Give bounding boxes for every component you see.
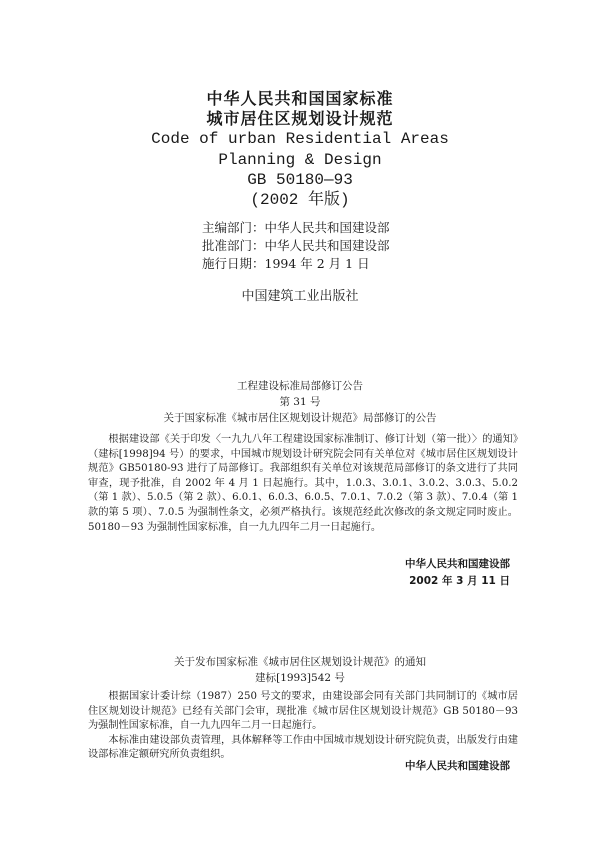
notice2-para-1: 根据国家计委计综（1987）250 号文的要求，由建设部会同有关部门共同制订的《城市居住区规划设计规范》已经有关部门会审，现批准《城市居住区规划设计规范》GB 50180－93 为强制性国家标准，自一九九四年二月一日起施行。 [88, 691, 518, 732]
notice1-number: 第 31 号 [279, 396, 321, 408]
notice1-heading: 工程建设标准局部修订公告 [237, 380, 363, 392]
notice1-body-text: 根据建设部《关于印发〈一九九八年工程建设国家标准制订、修订计划（第一批）〉的通知》（建标[1998]94 号）的要求，中国城市规划设计研究院会同有关单位对《城市居住区规划设计规范》GB50180-93 进行了局部修订。我部组织有关单位对该规范局部修订的条文进行了共同审查，现予批准，自 2002 年 4 月 1 日起施行。其中，1.0.3、3.0.1、3.0.2、3.0.3、5.0.2（第 1 款）、5.0.5（第 2 款）、6.0.1、6.0.3、6.0.5、7.0.1、7.0.2（第 3 款）、7.0.4（第 1 款的第 5 项）、7.0.5 为强制性条文，必须严格执行。该规范经此次修改的条文规定同时废止。 50180－93 为强制性国家标准，自一九九四年二月一日起施行。 [88, 434, 518, 533]
notice2-para-2: 本标准由建设部负责管理，具体解释等工作由中国城市规划设计研究院负责，出版发行由建设部标准定额研究所负责组织。 [88, 734, 518, 761]
effective-date: 施行日期：1994 年 2 月 1 日 [202, 256, 370, 271]
notice1-signer: 中华人民共和国建设部 [405, 558, 510, 570]
notice1-body [88, 433, 518, 535]
notice2-number: 建标[1993]542 号 [255, 672, 345, 684]
title-en-line-1: Code of urban Residential Areas [151, 130, 449, 148]
publisher: 中国建筑工业出版社 [241, 289, 359, 304]
notice2-signer: 中华人民共和国建设部 [405, 760, 510, 772]
approval-department: 批准部门：中华人民共和国建设部 [202, 238, 390, 253]
notice1-date: 2002 年 3 月 11 日 [409, 575, 510, 587]
standard-code: GB 50180—93 [247, 171, 353, 189]
title-cn-line-1: 中华人民共和国国家标准 [206, 89, 394, 108]
edition: (2002 年版) [250, 191, 350, 209]
title-en-line-2: Planning & Design [218, 151, 382, 169]
notice2-heading: 关于发布国家标准《城市居住区规划设计规范》的通知 [174, 656, 426, 668]
chief-department: 主编部门：中华人民共和国建设部 [202, 220, 390, 235]
title-cn-line-2: 城市居住区规划设计规范 [206, 109, 394, 128]
notice1-subject: 关于国家标准《城市居住区规划设计规范》局部修订的公告 [163, 412, 437, 424]
notice2-body [88, 690, 518, 763]
